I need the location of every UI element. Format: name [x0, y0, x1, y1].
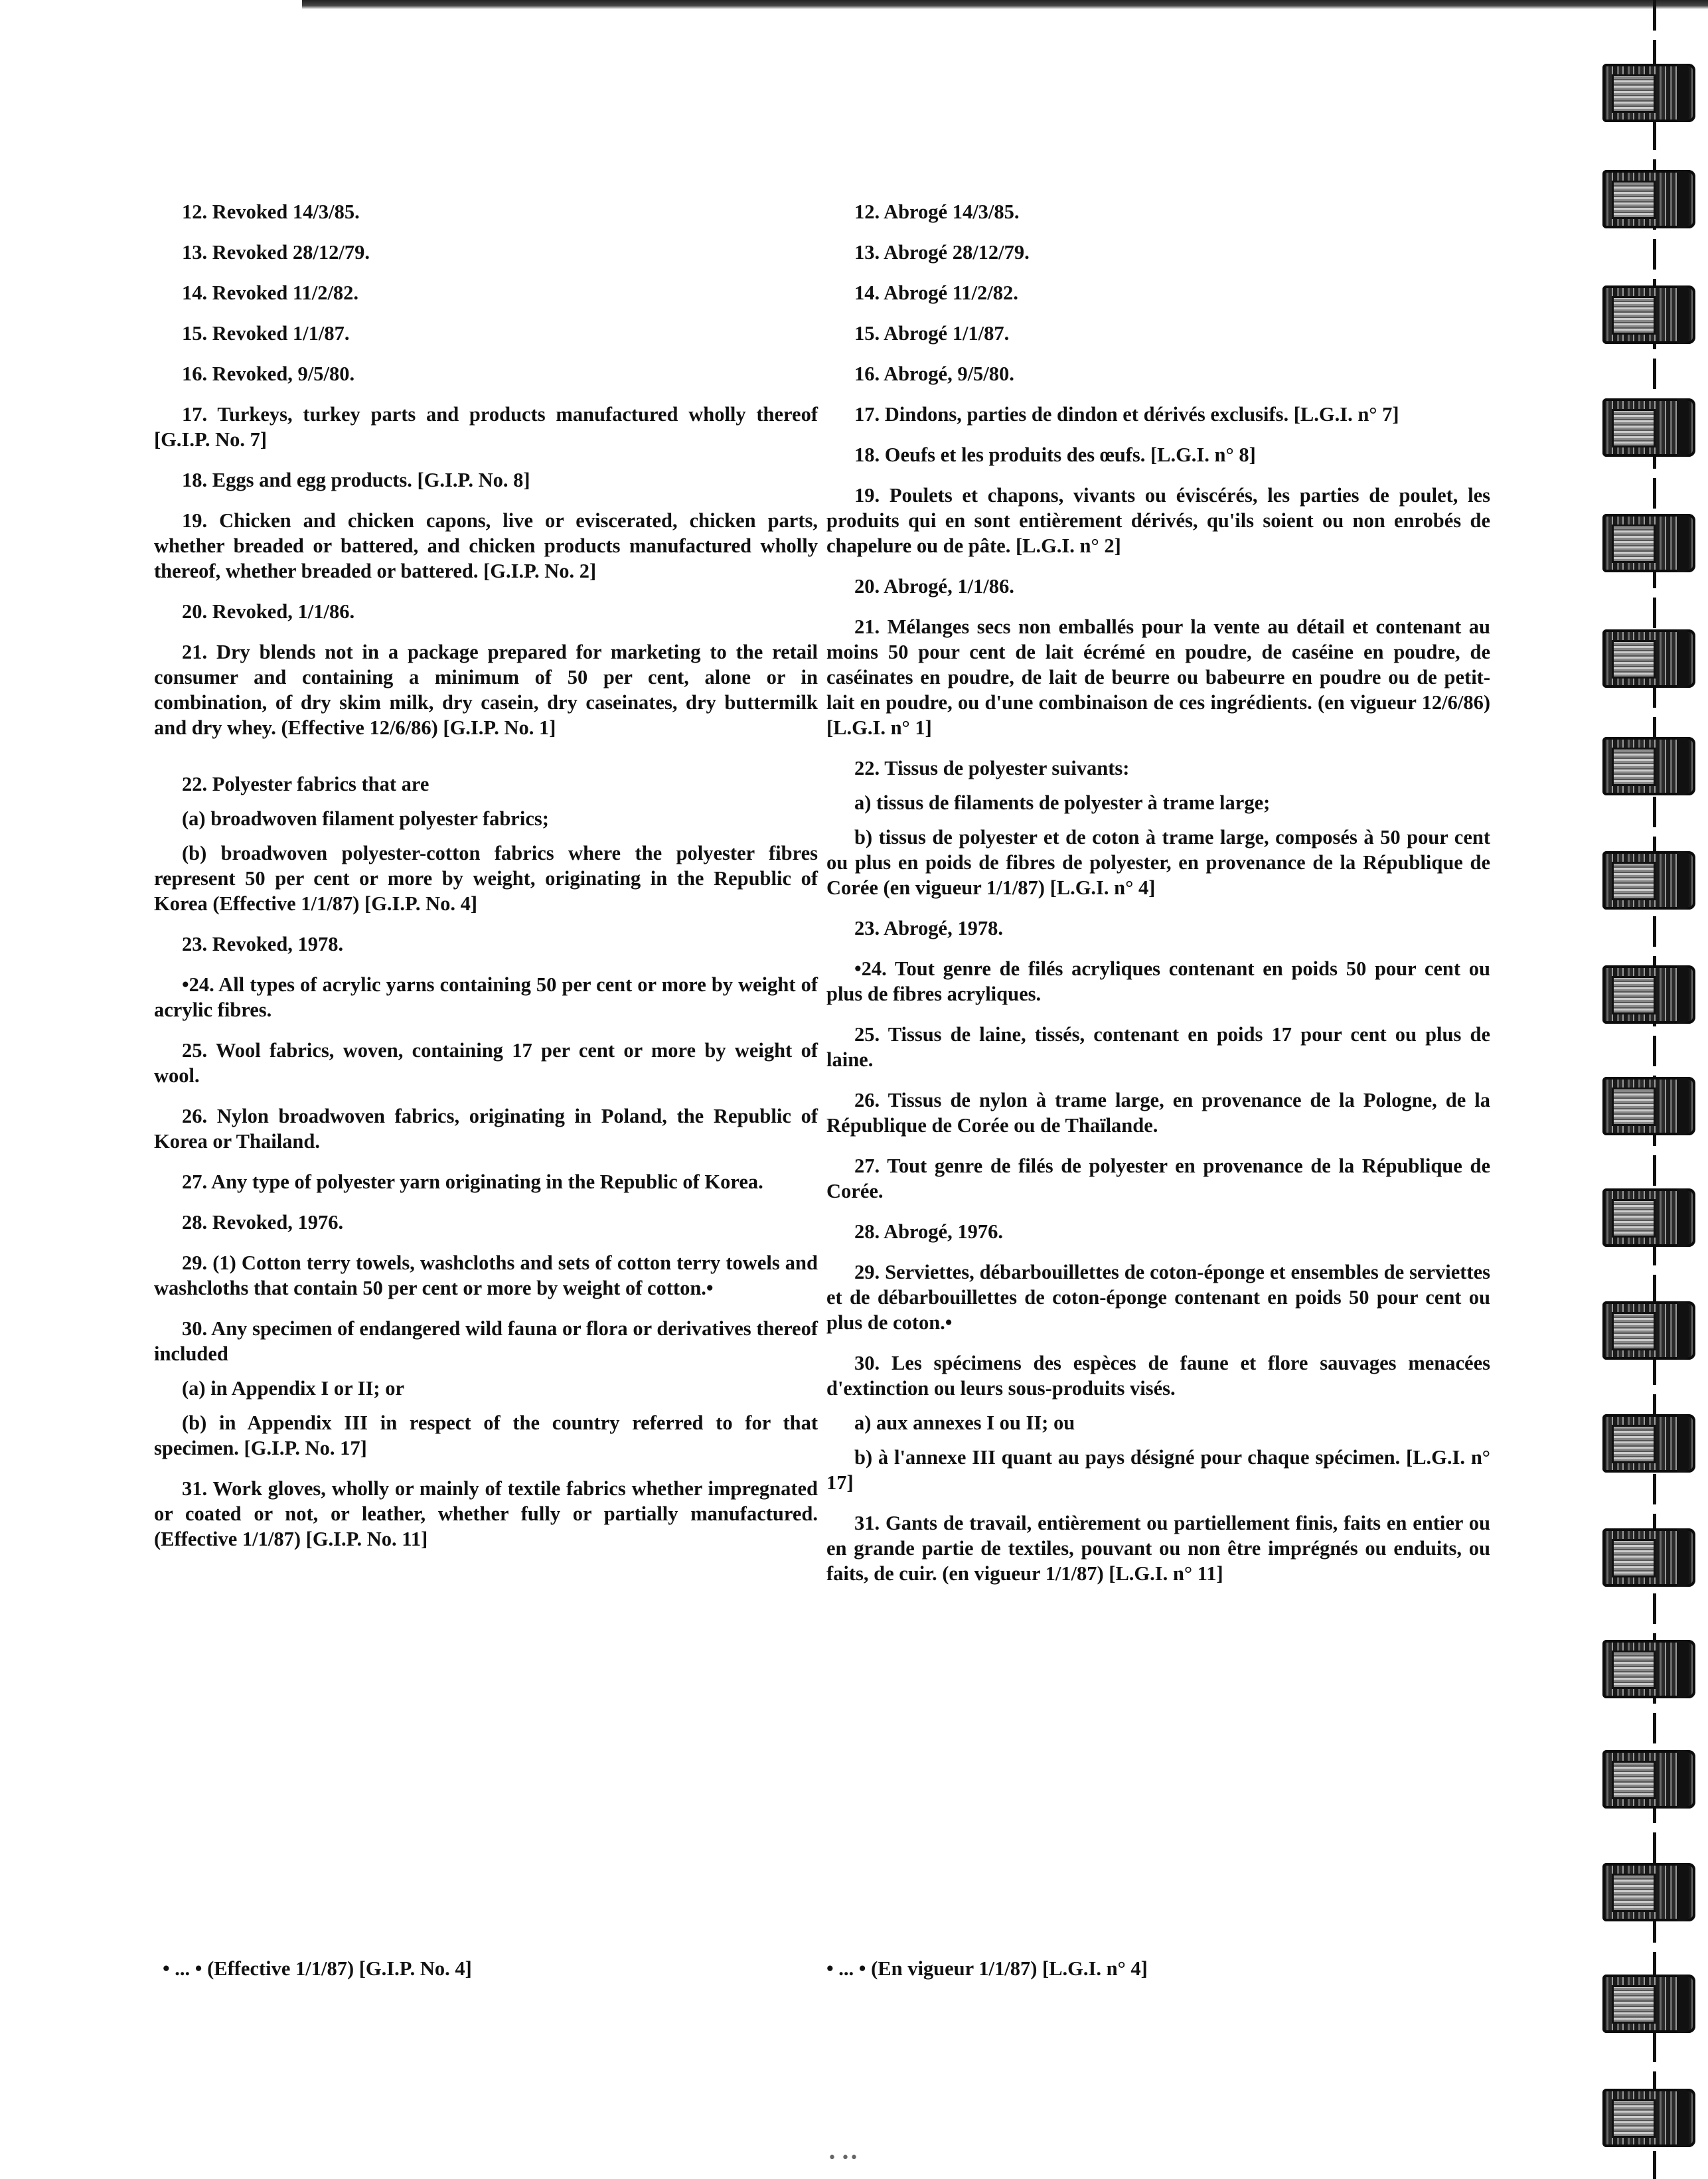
binding-ring [1602, 1414, 1695, 1473]
top-rule [302, 0, 1708, 9]
fr-item-30a: a) aux annexes I ou II; ou [854, 1412, 1075, 1434]
fr-item-31: 31. Gants de travail, entièrement ou partiellement finis, faits en entier ou en grande partie de textiles, pouvant ou non être imprégnés ou enduits, ou faits, de cuir. (en vigueur 1/1/87) [L.G.I. n° 11] [826, 1512, 1490, 1585]
binding-ring [1602, 965, 1695, 1024]
spiral-binding [1593, 0, 1708, 2179]
fr-item-30: 30. Les spécimens des espèces de faune et flore sauvages menacées d'extinction ou leurs sous-produits visés. [826, 1352, 1490, 1400]
en-item-17: 17. Turkeys, turkey parts and products manufactured wholly thereof [G.I.P. No. 7] [154, 403, 818, 451]
fr-item-15: 15. Abrogé 1/1/87. [854, 322, 1010, 345]
en-item-28: 28. Revoked, 1976. [182, 1211, 344, 1234]
binding-ring [1602, 285, 1695, 344]
binding-ring [1602, 851, 1695, 910]
binding-ring [1602, 170, 1695, 228]
binding-ring [1602, 398, 1695, 457]
french-column [826, 199, 1490, 1601]
fr-item-12: 12. Abrogé 14/3/85. [854, 201, 1020, 223]
fr-item-22b: b) tissus de polyester et de coton à trame large, composés à 50 pour cent ou plus en poids de fibres de polyester, en provenance de la République de Corée (en vigueur 1/1/87) [L.G.I. n° 4] [826, 826, 1490, 899]
en-item-16: 16. Revoked, 9/5/80. [182, 363, 355, 385]
binding-ring [1602, 1528, 1695, 1587]
binding-ring [1602, 1188, 1695, 1247]
fr-item-16: 16. Abrogé, 9/5/80. [854, 363, 1014, 385]
binding-ring [1602, 1640, 1695, 1698]
en-item-15: 15. Revoked 1/1/87. [182, 322, 350, 345]
binding-ring [1602, 1975, 1695, 2033]
en-item-31: 31. Work gloves, wholly or mainly of textile fabrics whether impregnated or coated or not, or leather, whether fully or partially manufactured. (Effective 1/1/87) [G.I.P. No. 11] [154, 1477, 818, 1550]
en-item-14: 14. Revoked 11/2/82. [182, 282, 359, 304]
en-item-22a: (a) broadwoven filament polyester fabrics; [182, 807, 549, 830]
en-item-20: 20. Revoked, 1/1/86. [182, 600, 355, 623]
en-item-23: 23. Revoked, 1978. [182, 933, 344, 955]
english-footnote: • ... • (Effective 1/1/87) [G.I.P. No. 4] [163, 1957, 472, 1980]
french-footnote: • ... • (En vigueur 1/1/87) [L.G.I. n° 4] [826, 1957, 1148, 1980]
english-column [154, 199, 818, 1567]
fr-item-19: 19. Poulets et chapons, vivants ou éviscérés, les parties de poulet, les produits qui en sont entièrement dérivés, qu'ils soient ou non enrobés de chapelure ou de pâte. [L.G.I. n° 2] [826, 484, 1490, 557]
en-item-30a: (a) in Appendix I or II; or [182, 1377, 404, 1400]
fr-item-27: 27. Tout genre de filés de polyester en provenance de la République de Corée. [826, 1155, 1490, 1202]
fr-item-17: 17. Dindons, parties de dindon et dérivés exclusifs. [L.G.I. n° 7] [854, 403, 1399, 426]
en-item-27: 27. Any type of polyester yarn originating in the Republic of Korea. [182, 1170, 763, 1193]
en-item-21: 21. Dry blends not in a package prepared for marketing to the retail consumer and containing a minimum of 50 per cent, alone or in combination, of dry skim milk, dry casein, dry caseinates, dry buttermilk and dry whey. (Effective 12/6/86) [G.I.P. No. 1] [154, 641, 818, 739]
binding-ring [1602, 737, 1695, 795]
binding-ring [1602, 1301, 1695, 1360]
page-mark: • •• [828, 2150, 858, 2166]
en-item-24: •24. All types of acrylic yarns containing 50 per cent or more by weight of acrylic fibres. [154, 973, 818, 1021]
binding-ring [1602, 514, 1695, 572]
fr-item-20: 20. Abrogé, 1/1/86. [854, 575, 1014, 598]
fr-item-28: 28. Abrogé, 1976. [854, 1220, 1003, 1243]
fr-item-30b: b) à l'annexe III quant au pays désigné pour chaque spécimen. [L.G.I. n° 17] [826, 1446, 1490, 1494]
fr-item-21: 21. Mélanges secs non emballés pour la vente au détail et contenant au moins 50 pour cent de lait écrémé en poudre, de caséine en poudre, de caséinates en poudre, de lait de beurre ou babeurre en poudre ou de petit-lait en poudre, ou d'une combinaison de ces ingrédients. (en vigueur 12/6/86) [L.G.I. n° 1] [826, 615, 1490, 739]
en-item-30b: (b) in Appendix III in respect of the country referred to for that specimen. [G.I.P. No. 17] [154, 1412, 818, 1459]
en-item-22: 22. Polyester fabrics that are [182, 773, 429, 795]
fr-item-23: 23. Abrogé, 1978. [854, 917, 1003, 939]
binding-ring [1602, 1863, 1695, 1921]
fr-item-29: 29. Serviettes, débarbouillettes de coton-éponge et ensembles de serviettes et de débarbouillettes de coton-éponge contenant en poids 50 pour cent ou plus de coton.• [826, 1261, 1490, 1334]
fr-item-25: 25. Tissus de laine, tissés, contenant en poids 17 pour cent ou plus de laine. [826, 1023, 1490, 1071]
fr-item-26: 26. Tissus de nylon à trame large, en provenance de la Pologne, de la République de Corée ou de Thaïlande. [826, 1089, 1490, 1137]
binding-ring [1602, 1750, 1695, 1809]
fr-item-22: 22. Tissus de polyester suivants: [854, 757, 1130, 779]
binding-ring [1602, 64, 1695, 122]
fr-item-22a: a) tissus de filaments de polyester à trame large; [854, 791, 1271, 814]
en-item-30: 30. Any specimen of endangered wild fauna or flora or derivatives thereof included [154, 1317, 818, 1365]
binding-ring [1602, 2089, 1695, 2147]
fr-item-18: 18. Oeufs et les produits des œufs. [L.G.I. n° 8] [854, 444, 1256, 466]
en-item-12: 12. Revoked 14/3/85. [182, 201, 360, 223]
binding-ring [1602, 629, 1695, 688]
binding-ring [1602, 1077, 1695, 1135]
fr-item-24: •24. Tout genre de filés acryliques contenant en poids 50 pour cent ou plus de fibres acryliques. [826, 957, 1490, 1005]
en-item-25: 25. Wool fabrics, woven, containing 17 per cent or more by weight of wool. [154, 1039, 818, 1087]
en-item-26: 26. Nylon broadwoven fabrics, originating in Poland, the Republic of Korea or Thailand. [154, 1105, 818, 1153]
fr-item-14: 14. Abrogé 11/2/82. [854, 282, 1018, 304]
en-item-13: 13. Revoked 28/12/79. [182, 241, 370, 264]
en-item-29: 29. (1) Cotton terry towels, washcloths and sets of cotton terry towels and washcloths that contain 50 per cent or more by weight of cotton.• [154, 1251, 818, 1299]
en-item-19: 19. Chicken and chicken capons, live or eviscerated, chicken parts, whether breaded or battered, and chicken products manufactured wholly thereof, whether breaded or battered. [G.I.P. No. 2] [154, 509, 818, 582]
fr-item-13: 13. Abrogé 28/12/79. [854, 241, 1030, 264]
en-item-22b: (b) broadwoven polyester-cotton fabrics where the polyester fibres represent 50 per cent or more by weight, originating in the Republic of Korea (Effective 1/1/87) [G.I.P. No. 4] [154, 842, 818, 915]
en-item-18: 18. Eggs and egg products. [G.I.P. No. 8] [182, 469, 530, 491]
